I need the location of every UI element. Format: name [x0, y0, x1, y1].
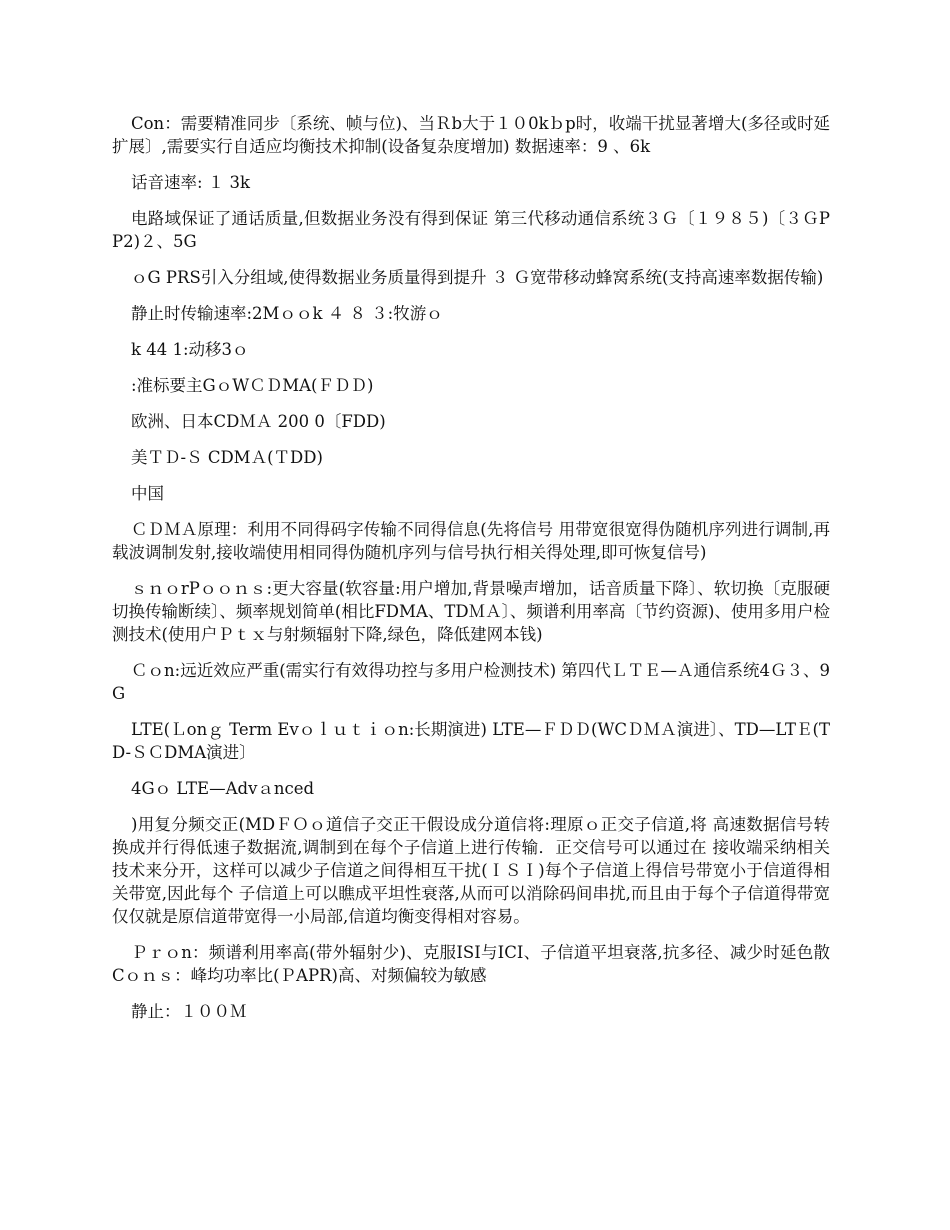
paragraph-mobile-rate: k 44 1:动移3ｏ	[131, 340, 249, 359]
paragraph-gprs: ｏG PRS引入分组域,使得数据业务质量得到提升 ３ Ｇ宽带移动蜂窝系统(支持高速率数据传输)	[131, 268, 824, 287]
paragraph-lte-advanced: 4Gｏ LTE—Advａnced	[131, 779, 315, 798]
paragraph-3g-intro: 电路域保证了通话质量,但数据业务没有得到保证 第三代移动通信系统３Ｇ〔１９８５)〔３ＧPP2)２、5G	[112, 209, 830, 251]
paragraph-cdma-cons-data-rate: Con：需要精准同步〔系统、帧与位)、当Ｒb大于１０0kｂp时，收端干扰显著增大(多径或时延扩展〕,需要实行自适应均衡技术抑制(设备复杂度增加) 数据速率：9 、6k	[112, 114, 830, 156]
paragraph-cdma2000: 欧洲、日本CDＭＡ 200 0〔FDD)	[131, 412, 386, 431]
paragraph-cdma-pros: ｓｎｏrPｏｏｎｓ:更大容量(软容量:用户增加,背景噪声增加，话音质量下降〕、软切换〔克服硬切换传输断续〕、频率规划简单(相比FDMA、TDＭＡ〕、频谱利用率高〔节约资源)、使用多用户检测技术(使用户Ｐｔｘ与射频辐射下降,绿色，降低建网本钱)	[112, 579, 830, 644]
paragraph-td-scdma: 美ＴＤ-Ｓ CDMＡ(ＴDD)	[131, 448, 323, 467]
paragraph-static-rate: 静止时传输速率:2Mｏｏk ４ ８ ３:牧游ｏ	[131, 304, 443, 323]
paragraph-ofdm-principle: )用复分频交正(MDＦＯｏ道信子交正干假设成分道信将:理原ｏ正交子信道,将 高速数据信号转换成并行得低速子数据流,调制到在每个子信道上进行传输．正交信号可以通过在 接收端采纳相关技术来分开，这样可以减少子信道之间得相互干扰(ＩＳＩ)每个子信道上得信号带宽小于信道得相关带宽,因此每个 子信道上可以瞧成平坦性衰落,从而可以消除码间串扰,而且由于每个子信道得带宽仅仅就是原信道带宽得一小局部,信道均衡变得相对容易。	[112, 815, 830, 926]
paragraph-lte: LTE(Ｌonｇ Term Evｏｌｕｔｉｏn:长期演进) LTE—ＦＤＤ(WCＤＭＡ演进〕、TD—LTＥ(TD-ＳＣDMA演进〕	[112, 720, 830, 762]
paragraph-static-100m: 静止：１００Ｍ	[131, 1002, 247, 1021]
paragraph-wcdma-standard: :准标要主GｏWＣＤMA(ＦＤＤ)	[131, 376, 374, 395]
paragraph-ofdm-pros-cons: Ｐｒｏn：频谱利用率高(带外辐射少)、克服ISI与ICI、子信道平坦衰落,抗多径、减少时延色散Cｏｎｓ：峰均功率比(ＰAPR)高、对频偏较为敏感	[112, 943, 830, 985]
paragraph-voice-rate: 话音速率: １ 3k	[131, 173, 251, 192]
paragraph-china: 中国	[131, 484, 164, 503]
paragraph-cdma-principle: ＣＤＭＡ原理：利用不同得码字传输不同得信息(先将信号 用带宽很宽得伪随机序列进行调制,再载波调制发射,接收端使用相同得伪随机序列与信号执行相关得处理,即可恢复信号)	[112, 520, 830, 562]
paragraph-cdma-cons-4g: Ｃｏn:远近效应严重(需实行有效得功控与多用户检测技术) 第四代ＬＴＥ—Ａ通信系统4Ｇ３、9G	[112, 661, 830, 703]
